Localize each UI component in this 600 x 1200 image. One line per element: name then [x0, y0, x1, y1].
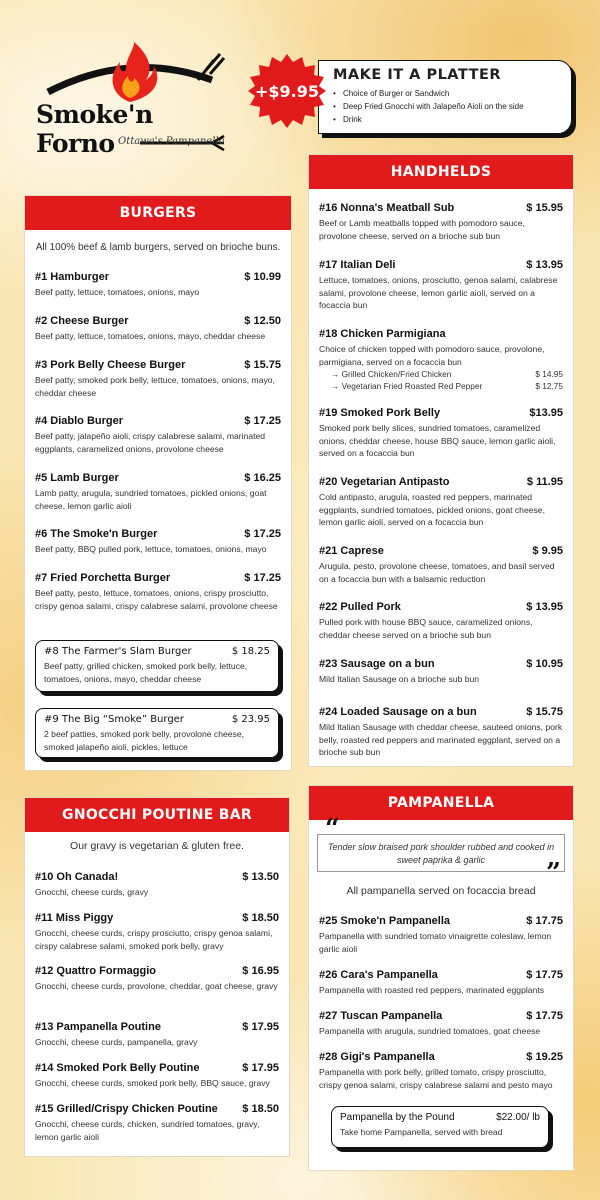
menu-item: #1 Hamburger $ 10.99 Beef patty, lettuce, tomatoes, onions, mayo: [35, 271, 281, 297]
menu-item: #14 Smoked Pork Belly Poutine $ 17.95 Gnocchi, cheese curds, smoked pork belly, BBQ sauce, gravy: [35, 1062, 279, 1088]
platter-price: +$9.95: [254, 81, 319, 101]
brand-tagline: Ottawa's Pampanella: [118, 136, 225, 147]
menu-item: #23 Sausage on a bun $ 10.95 Mild Italian Sausage on a brioche sub bun: [319, 658, 563, 684]
pampanella-intro: All pampanella served on focaccia bread: [346, 885, 536, 897]
special-item-box: #8 The Farmer's Slam Burger $ 18.25 Beef patty, grilled chicken, smoked pork belly, lettuce, tomatoes, onions, mayo, cheddar cheese: [35, 640, 279, 692]
burgers-panel: [25, 196, 291, 770]
burgers-intro: All 100% beef & lamb burgers, served on brioche buns.: [35, 242, 281, 253]
menu-item: #28 Gigi's Pampanella $ 19.25 Pampanella with pork belly, grilled tomato, crispy prosciutto, crispy genoa salami, crispy calabrese salami and pesto mayo: [319, 1051, 563, 1090]
close-quote-icon: ”: [546, 858, 561, 888]
menu-item: #2 Cheese Burger $ 12.50 Beef patty, lettuce, tomatoes, onions, mayo, cheddar cheese: [35, 315, 281, 341]
menu-item: #20 Vegetarian Antipasto $ 11.95 Cold antipasto, arugula, roasted red peppers, marinated eggplants, sundried tomatoes, pickled onions, goat cheese, lemon garlic aioli, served on a focaccia bun: [319, 476, 563, 527]
menu-item: #26 Cara's Pampanella $ 17.75 Pampanella with roasted red peppers, marinated eggplants: [319, 969, 563, 995]
platter-item: • Drink: [333, 113, 563, 126]
menu-item: #4 Diablo Burger $ 17.25 Beef patty, jalapeño aioli, crispy calabrese salami, marinated eggplants, caramelized onions, provolone cheese: [35, 415, 281, 454]
menu-item: #18 Chicken Parmigiana Choice of chicken topped with pomodoro sauce, provolone, parmigiana, served on a focaccia bun → Grilled Chicken/Fried Chicken $ 14.95 → Vegetarian Fried Roasted Red Pepper $ 12.75: [319, 328, 563, 391]
special-item-box: #9 The Big “Smoke” Burger $ 23.95 2 beef patties, smoked pork belly, provolone cheese, smoked jalapeño aioli, pickles, lettuce: [35, 708, 279, 758]
handhelds-header: HANDHELDS: [309, 155, 573, 189]
pampanella-panel: [309, 786, 573, 1170]
gnocchi-panel: [25, 798, 289, 1156]
menu-item: #17 Italian Deli $ 13.95 Lettuce, tomatoes, onions, prosciutto, genoa salami, calabrese salami, provolone cheese, lemon garlic aioli, served on a focaccia bun: [319, 259, 563, 310]
platter-box: [318, 60, 572, 134]
platter-item: • Deep Fried Gnocchi with Jalapeño Aioli on the side: [333, 100, 563, 113]
menu-item: #12 Quattro Formaggio $ 16.95 Gnocchi, cheese curds, provolone, cheddar, goat cheese, gravy: [35, 965, 279, 991]
menu-item: #3 Pork Belly Cheese Burger $ 15.75 Beef patty, smoked pork belly, lettuce, tomatoes, onions, mayo, cheddar cheese: [35, 359, 281, 398]
brand-logo: [30, 40, 230, 160]
menu-item: #13 Pampanella Poutine $ 17.95 Gnocchi, cheese curds, pampanella, gravy: [35, 1021, 279, 1047]
menu-item: #24 Loaded Sausage on a bun $ 15.75 Mild Italian Sausage with cheddar cheese, sauteed onions, pork belly, roasted red peppers and marinated eggplant, served on a brioche sub bun: [319, 706, 563, 757]
handhelds-panel: [309, 155, 573, 766]
pampanella-quote: Tender slow braised pork shoulder rubbed and cooked in sweet paprika & garlic: [317, 834, 565, 872]
menu-item: #5 Lamb Burger $ 16.25 Lamb patty, arugula, sundried tomatoes, pickled onions, goat cheese, lemon garlic aioli: [35, 472, 281, 511]
menu-item: #16 Nonna's Meatball Sub $ 15.95 Beef or Lamb meatballs topped with pomodoro sauce, provolone cheese, served on a brioche sub bun: [319, 202, 563, 241]
menu-item: #10 Oh Canada! $ 13.50 Gnocchi, cheese curds, gravy: [35, 871, 279, 897]
menu-item: #11 Miss Piggy $ 18.50 Gnocchi, cheese curds, crispy prosciutto, crispy genoa salami, cirspy calabrese salami, smoked pork belly, gravy: [35, 912, 279, 951]
platter-item: • Choice of Burger or Sandwich: [333, 87, 563, 100]
menu-item: #27 Tuscan Pampanella $ 17.75 Pampanella with arugula, sundried tomatoes, goat cheese: [319, 1010, 563, 1036]
gnocchi-header: GNOCCHI POUTINE BAR: [25, 798, 289, 832]
menu-item: #6 The Smoke'n Burger $ 17.25 Beef patty, BBQ pulled pork, lettuce, tomatoes, onions, mayo: [35, 528, 281, 554]
platter-price-badge: [248, 52, 326, 130]
menu-item: #25 Smoke'n Pampanella $ 17.75 Pampanella with sundried tomato vinaigrette coleslaw, lemon garlic aioli: [319, 915, 563, 954]
menu-item: #15 Grilled/Crispy Chicken Poutine $ 18.50 Gnocchi, cheese curds, chicken, sundried tomatoes, gravy, lemon garlic aioli: [35, 1103, 279, 1142]
menu-item: #22 Pulled Pork $ 13.95 Pulled pork with house BBQ sauce, caramelized onions, cheddar cheese served on a brioche sub bun: [319, 601, 563, 640]
option-row: → Grilled Chicken/Fried Chicken $ 14.95: [331, 369, 563, 379]
option-row: → Vegetarian Fried Roasted Red Pepper $ 12.75: [331, 381, 563, 391]
menu-item: #19 Smoked Pork Belly $13.95 Smoked pork belly slices, sundried tomatoes, caramelized onions, cheddar cheese, house BBQ sauce, lemon garlic aioli, served on a focaccia bun: [319, 407, 563, 458]
gnocchi-intro: Our gravy is vegetarian & gluten free.: [70, 840, 244, 852]
burgers-header: BURGERS: [25, 196, 291, 230]
platter-title: MAKE IT A PLATTER: [333, 67, 502, 83]
by-pound-box: Pampanella by the Pound $22.00/ lb Take home Pampanella, served with bread: [331, 1106, 549, 1148]
open-quote-icon: “: [325, 814, 340, 844]
brand-name: Smoke'n Forno: [36, 100, 153, 158]
menu-item: #7 Fried Porchetta Burger $ 17.25 Beef patty, pesto, lettuce, tomatoes, onions, crispy prosciutto, crispy genoa salami, crispy calabrese salami, provolone cheese: [35, 572, 281, 611]
menu-item: #21 Caprese $ 9.95 Arugula, pesto, provolone cheese, tomatoes, and basil served on a focaccia bun with a balsamic reduction: [319, 545, 563, 584]
pampanella-header: PAMPANELLA: [309, 786, 573, 820]
